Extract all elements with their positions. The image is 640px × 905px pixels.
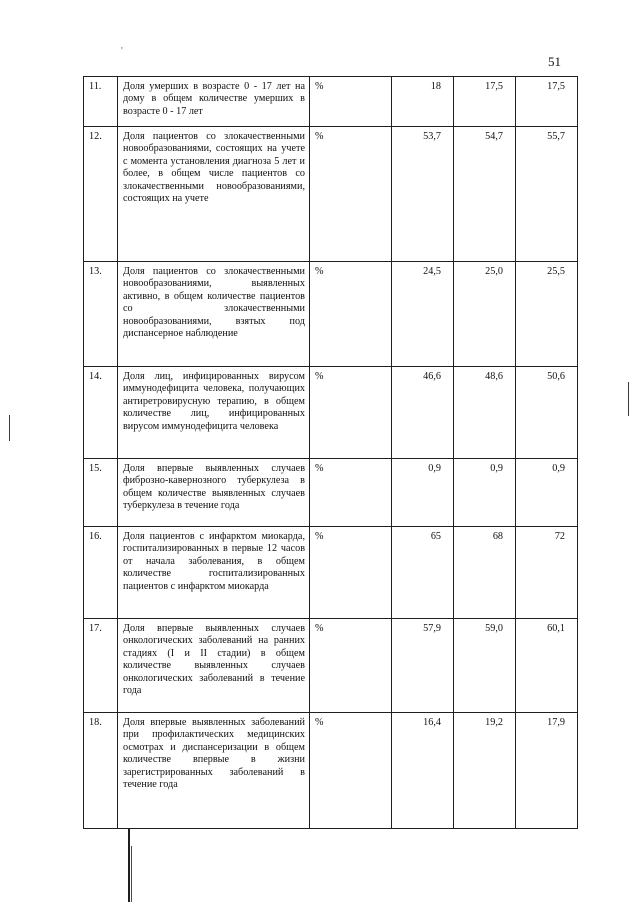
- unit: %: [310, 77, 392, 127]
- scan-artifact-bottom-secondary: [131, 846, 132, 902]
- value-year-3: 0,9: [516, 459, 578, 527]
- unit: %: [310, 713, 392, 829]
- unit: %: [310, 619, 392, 713]
- table-row: [84, 127, 578, 262]
- scan-mark: ': [121, 46, 123, 57]
- value-year-3: 25,5: [516, 262, 578, 367]
- value-year-3: 17,9: [516, 713, 578, 829]
- row-number: 15.: [84, 459, 118, 527]
- table-row: [84, 527, 578, 619]
- page-number: 51: [548, 54, 561, 69]
- value-year-1: 46,6: [392, 367, 454, 459]
- table-row: [84, 459, 578, 527]
- table-row: [84, 619, 578, 713]
- row-number: 11.: [84, 77, 118, 127]
- value-year-3: 55,7: [516, 127, 578, 262]
- value-year-2: 17,5: [454, 77, 516, 127]
- value-year-1: 53,7: [392, 127, 454, 262]
- indicator-name: Доля впервые выявленных случаев фиброзно-кавернозного туберкулеза в общем количестве выявленных случаев туберкулеза в течение года: [118, 459, 310, 527]
- value-year-3: 60,1: [516, 619, 578, 713]
- indicator-name: Доля пациентов со злокачественными новообразованиями, выявленных активно, в общем количестве пациентов со злокачественными новообразованиями, взятых под диспансерное наблюдение: [118, 262, 310, 367]
- value-year-3: 50,6: [516, 367, 578, 459]
- value-year-3: 72: [516, 527, 578, 619]
- row-number: 16.: [84, 527, 118, 619]
- value-year-2: 68: [454, 527, 516, 619]
- table-row: [84, 77, 578, 127]
- value-year-1: 18: [392, 77, 454, 127]
- indicator-name: Доля впервые выявленных случаев онкологических заболеваний на ранних стадиях (I и II стадии) в общем количестве выявленных случаев онкологических заболеваний в течение года: [118, 619, 310, 713]
- value-year-1: 24,5: [392, 262, 454, 367]
- value-year-2: 48,6: [454, 367, 516, 459]
- value-year-1: 0,9: [392, 459, 454, 527]
- unit: %: [310, 527, 392, 619]
- scan-artifact-bottom: [128, 828, 130, 902]
- value-year-2: 19,2: [454, 713, 516, 829]
- unit: %: [310, 367, 392, 459]
- value-year-2: 59,0: [454, 619, 516, 713]
- row-number: 13.: [84, 262, 118, 367]
- row-number: 12.: [84, 127, 118, 262]
- scan-artifact-right: [628, 382, 629, 416]
- table-row: [84, 262, 578, 367]
- value-year-3: 17,5: [516, 77, 578, 127]
- indicator-name: Доля умерших в возрасте 0 - 17 лет на дому в общем количестве умерших в возрасте 0 - 17 лет: [118, 77, 310, 127]
- unit: %: [310, 459, 392, 527]
- indicator-name: Доля пациентов с инфарктом миокарда, госпитализированных в первые 12 часов от начала заболевания, в общем количестве госпитализированных пациентов с инфарктом миокарда: [118, 527, 310, 619]
- unit: %: [310, 262, 392, 367]
- indicator-name: Доля пациентов со злокачественными новообразованиями, состоящих на учете с момента установления диагноза 5 лет и более, в общем числе пациентов со злокачественными новообразованиями, состоящих на учете: [118, 127, 310, 262]
- row-number: 14.: [84, 367, 118, 459]
- indicator-name: Доля впервые выявленных заболеваний при профилактических медицинских осмотрах и диспансеризации в общем количестве впервые в жизни зарегистрированных заболеваний в течение года: [118, 713, 310, 829]
- indicators-table: [83, 76, 578, 829]
- value-year-2: 25,0: [454, 262, 516, 367]
- value-year-2: 54,7: [454, 127, 516, 262]
- table-row: [84, 367, 578, 459]
- value-year-1: 65: [392, 527, 454, 619]
- indicator-name: Доля лиц, инфицированных вирусом иммунодефицита человека, получающих антиретровирусную терапию, в общем количестве лиц, инфицированных вирусом иммунодефицита человека: [118, 367, 310, 459]
- row-number: 17.: [84, 619, 118, 713]
- table-row: [84, 713, 578, 829]
- value-year-1: 57,9: [392, 619, 454, 713]
- row-number: 18.: [84, 713, 118, 829]
- scan-artifact-left: [9, 415, 10, 441]
- value-year-1: 16,4: [392, 713, 454, 829]
- value-year-2: 0,9: [454, 459, 516, 527]
- unit: %: [310, 127, 392, 262]
